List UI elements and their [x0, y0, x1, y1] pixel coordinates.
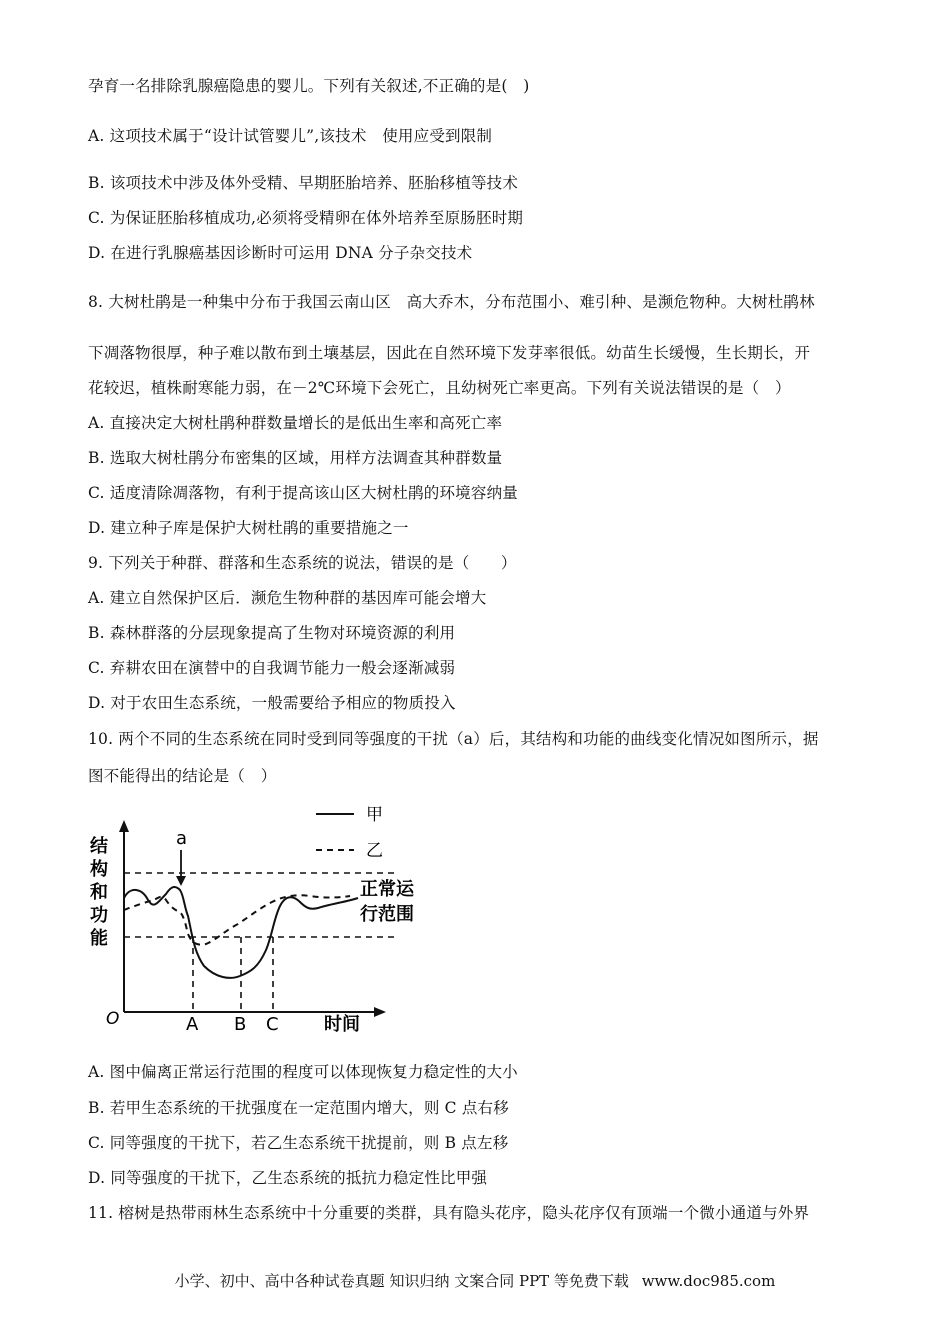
origin-label: O: [106, 1009, 120, 1029]
normal-range-label: 行范围: [360, 904, 414, 925]
option-b: B. 若甲生态系统的干扰强度在一定范围内增大，则 C 点右移: [88, 1099, 509, 1117]
option-c: C. 适度清除凋落物，有利于提高该山区大树杜鹃的环境容纳量: [88, 484, 518, 502]
disturbance-arrowhead: [176, 876, 186, 886]
y-axis-label-char: 能: [90, 928, 108, 949]
option-b: B. 该项技术中涉及体外受精、早期胚胎培养、胚胎移植等技术: [88, 174, 519, 192]
option-d: D. 对于农田生态系统，一般需要给予相应的物质投入: [88, 694, 456, 712]
normal-range-label: 正常运: [360, 879, 414, 900]
option-a: A. 直接决定大树杜鹃种群数量增长的是低出生率和高死亡率: [88, 414, 503, 432]
question-8-line-1: 8. 大树杜鹃是一种集中分布于我国云南山区 高大乔木，分布范围小、难引种、是濒危物种。大树杜鹃林: [88, 293, 815, 311]
question-9: 9. 下列关于种群、群落和生态系统的说法，错误的是（ ）: [88, 554, 517, 572]
legend-solid-label: 甲: [366, 805, 383, 825]
option-a: A. 图中偏离正常运行范围的程度可以体现恢复力稳定性的大小: [88, 1063, 518, 1081]
page-footer: [0, 1270, 950, 1291]
question-11: 11. 榕树是热带雨林生态系统中十分重要的类群，具有隐头花序，隐头花序仅有顶端一个微小通道与外界: [88, 1204, 810, 1222]
x-axis-label: 时间: [324, 1014, 360, 1035]
option-d: D. 建立种子库是保护大树杜鹃的重要措施之一: [88, 519, 409, 537]
question-8-line-2: 下凋落物很厚，种子难以散布到土壤基层，因此在自然环境下发芽率很低。幼苗生长缓慢，生长期长，开: [88, 344, 811, 362]
footer-url[interactable]: www.doc985.com: [641, 1272, 776, 1290]
y-axis-arrow: [119, 820, 129, 832]
x-axis-arrow: [374, 1007, 386, 1017]
option-c: C. 同等强度的干扰下，若乙生态系统干扰提前，则 B 点左移: [88, 1134, 509, 1152]
option-a: A. 这项技术属于“设计试管婴儿”,该技术 使用应受到限制: [88, 127, 493, 145]
y-axis-label-char: 构: [90, 859, 108, 880]
option-c: C. 弃耕农田在演替中的自我调节能力一般会逐渐减弱: [88, 659, 456, 677]
option-b: B. 森林群落的分层现象提高了生物对环境资源的利用: [88, 624, 456, 642]
option-c: C. 为保证胚胎移植成功,必须将受精卵在体外培养至原肠胚时期: [88, 209, 524, 227]
tick-label-a: A: [186, 1014, 199, 1035]
question-10-line-1: 10. 两个不同的生态系统在同时受到同等强度的干扰（a）后，其结构和功能的曲线变化情况如图所示，据: [88, 730, 819, 748]
disturbance-label: a: [176, 828, 188, 849]
question-8-line-3: 花较迟，植株耐寒能力弱，在－2℃环境下会死亡，且幼树死亡率更高。下列有关说法错误的是（ ）: [88, 379, 791, 397]
question-10-line-2: 图不能得出的结论是（ ）: [88, 767, 277, 785]
footer-text: 小学、初中、高中各种试卷真题 知识归纳 文案合同 PPT 等免费下载: [174, 1272, 629, 1290]
y-axis-label-char: 功: [90, 905, 108, 926]
legend-dashed-label: 乙: [366, 841, 383, 861]
stability-figure: [88, 798, 438, 1040]
option-d: D. 同等强度的干扰下，乙生态系统的抵抗力稳定性比甲强: [88, 1169, 488, 1187]
option-b: B. 选取大树杜鹃分布密集的区域，用样方法调查其种群数量: [88, 449, 503, 467]
tick-label-b: B: [234, 1014, 247, 1035]
tick-label-c: C: [266, 1014, 279, 1035]
option-d: D. 在进行乳腺癌基因诊断时可运用 DNA 分子杂交技术: [88, 244, 473, 262]
y-axis-label-char: 结: [90, 836, 108, 857]
y-axis-label-char: 和: [90, 882, 108, 903]
option-a: A. 建立自然保护区后．濒危生物种群的基因库可能会增大: [88, 589, 487, 607]
text-line: 孕育一名排除乳腺癌隐患的婴儿。下列有关叙述,不正确的是( ): [88, 77, 530, 95]
